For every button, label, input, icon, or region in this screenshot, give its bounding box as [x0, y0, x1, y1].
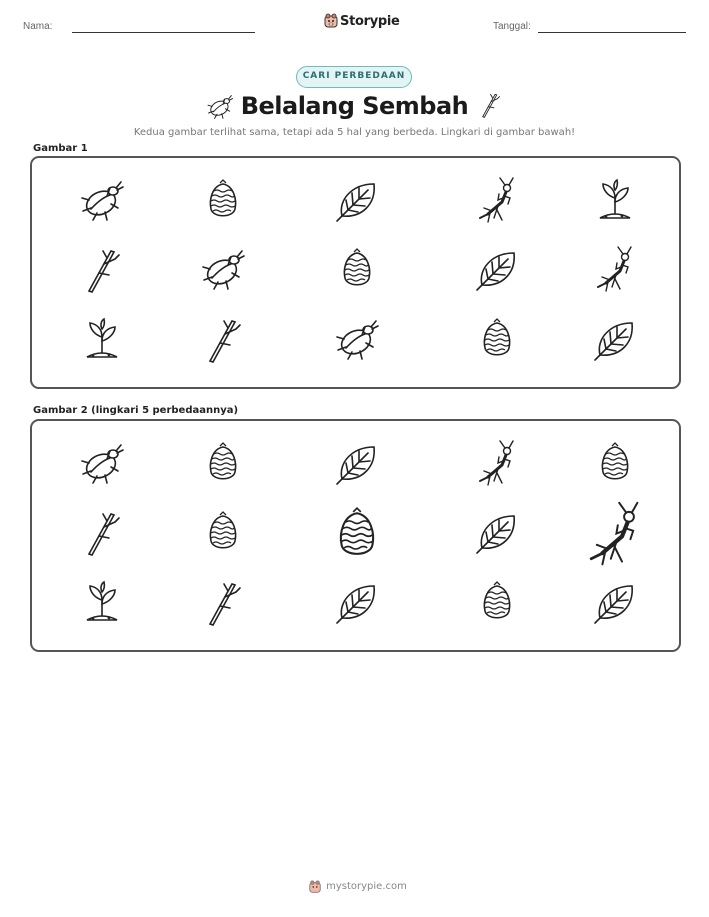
section2-label: Gambar 2 (lingkari 5 perbedaannya) — [33, 405, 239, 416]
cocoon-icon[interactable] — [472, 578, 522, 628]
mantis-icon — [590, 245, 640, 295]
leaf-icon[interactable] — [472, 508, 522, 558]
twig-icon — [198, 315, 248, 365]
date-label: Tanggal: — [493, 21, 531, 32]
leaf-icon — [332, 176, 382, 226]
date-field[interactable] — [538, 32, 686, 33]
picture-2-panel[interactable] — [30, 419, 681, 652]
mantis-icon[interactable] — [580, 500, 650, 570]
activity-badge: CARI PERBEDAAN — [296, 66, 412, 88]
leaf-icon — [590, 315, 640, 365]
twig-icon[interactable] — [198, 578, 248, 628]
cocoon-icon — [332, 245, 382, 295]
name-label: Nama: — [23, 21, 53, 32]
mantis-icon — [472, 176, 522, 226]
sprout-icon — [590, 176, 640, 226]
sprout-icon — [77, 315, 127, 365]
leaf-icon[interactable] — [590, 578, 640, 628]
instructions: Kedua gambar terlihat sama, tetapi ada 5 hal yang berbeda. Lingkari di gambar bawah! — [133, 127, 576, 138]
section1-label: Gambar 1 — [33, 143, 88, 154]
storypie-logo-icon — [323, 13, 339, 29]
beetle-icon — [77, 176, 127, 226]
cocoon-icon — [472, 315, 522, 365]
brand-name: Storypie — [340, 14, 400, 29]
leaf-icon[interactable] — [332, 578, 382, 628]
leaf-icon — [472, 245, 522, 295]
twig-icon[interactable] — [77, 508, 127, 558]
beetle-icon — [332, 315, 382, 365]
cocoon-icon[interactable] — [590, 439, 640, 489]
beetle-icon[interactable] — [77, 439, 127, 489]
cocoon-icon[interactable] — [198, 508, 248, 558]
cocoon-icon — [198, 176, 248, 226]
twig-icon — [77, 245, 127, 295]
cocoon-icon[interactable] — [325, 503, 389, 567]
cocoon-icon[interactable] — [198, 439, 248, 489]
name-field[interactable] — [72, 32, 255, 33]
sprout-icon[interactable] — [77, 578, 127, 628]
footer-url: mystorypie.com — [326, 881, 407, 892]
picture-1-panel — [30, 156, 681, 389]
mantis-icon[interactable] — [472, 439, 522, 489]
page-title: Belalang Sembah — [240, 92, 469, 120]
twig-icon — [476, 91, 504, 119]
leaf-icon[interactable] — [332, 439, 382, 489]
beetle-icon — [198, 245, 248, 295]
